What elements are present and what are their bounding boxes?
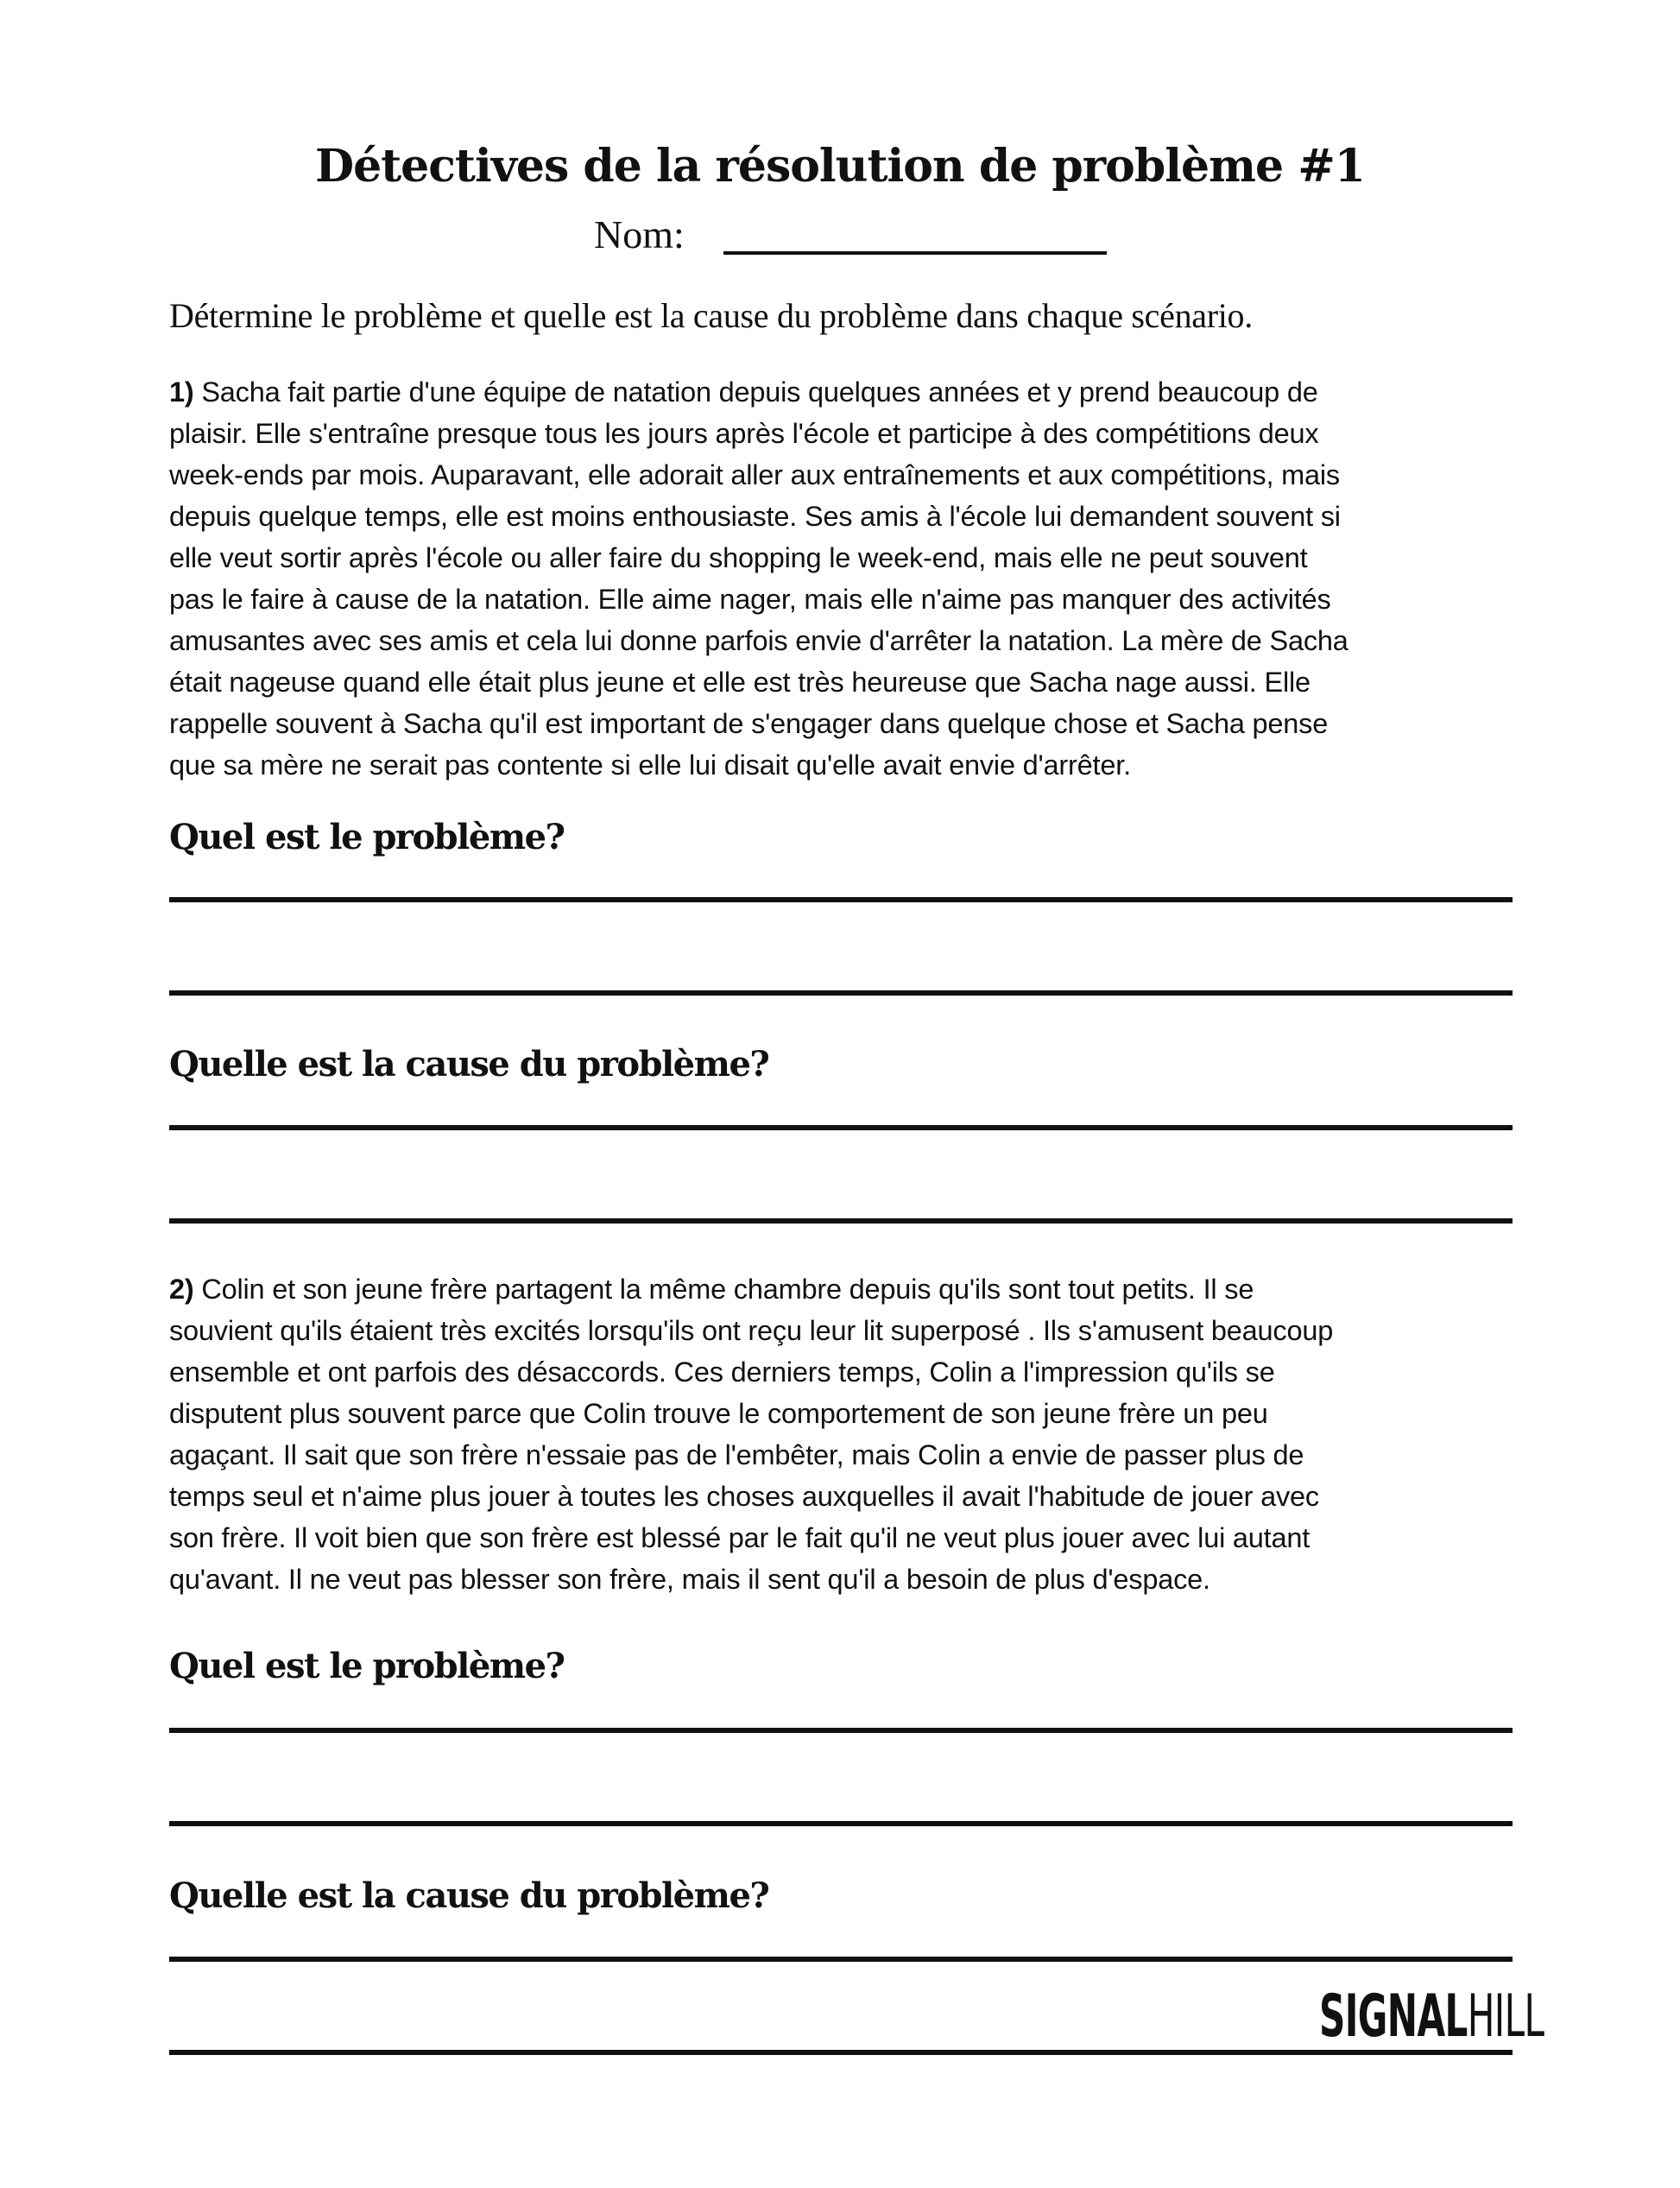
instruction-text: Détermine le problème et quelle est la cause du problème dans chaque scénario. [169,296,1253,335]
scenario-line: disputent plus souvent parce que Colin trouve le comportement de son jeune frère un peu [169,1398,1268,1429]
scenario-line: amusantes avec ses amis et cela lui donne parfois envie d'arrêter la natation. La mère de Sacha [169,625,1348,656]
scenario-line: rappelle souvent à Sacha qu'il est important de s'engager dans quelque chose et Sacha pense [169,708,1329,739]
answer-line-problem-1[interactable] [169,897,1513,902]
scenario-line: 1) Sacha fait partie d'une équipe de natation depuis quelques années et y prend beaucoup de [169,376,1318,408]
scenario-line: week-ends par mois. Auparavant, elle adorait aller aux entraînements et aux compétitions, mais [169,459,1340,490]
scenario-number: 2) [169,1274,194,1305]
scenario-line: pas le faire à cause de la natation. Elle aime nager, mais elle n'aime pas manquer des activités [169,584,1331,615]
scenario-line: plaisir. Elle s'entraîne presque tous les jours après l'école et participe à des compétitions deux [169,418,1319,449]
scenario-line: elle veut sortir après l'école ou aller faire du shopping le week-end, mais elle ne peut souvent [169,542,1308,573]
answer-line-cause-2[interactable] [169,1218,1513,1224]
scenario-line: agaçant. Il sait que son frère n'essaie pas de l'embêter, mais Colin a envie de passer plus de [169,1439,1304,1470]
question-cause-heading: Quelle est la cause du problème? [169,1875,769,1916]
scenario-1-text [169,371,1525,786]
scenario-line: qu'avant. Il ne veut pas blesser son frère, mais il sent qu'il a besoin de plus d'espace. [169,1564,1210,1595]
scenario-line: ensemble et ont parfois des désaccords. Ces derniers temps, Colin a l'impression qu'ils se [169,1356,1275,1388]
scenario-line: souvient qu'ils étaient très excités lorsqu'ils ont reçu leur lit superposé . Ils s'amusent beaucoup [169,1315,1334,1346]
name-label: Nom: [594,212,685,256]
worksheet-title: Détectives de la résolution de problème #1 [314,140,1365,193]
answer-line-cause-2[interactable] [169,2050,1513,2055]
signalhill-logo [1319,1982,1544,2052]
scenario-line: son frère. Il voit bien que son frère est blessé par le fait qu'il ne veut plus jouer avec lui autant [169,1522,1311,1553]
answer-line-cause-1[interactable] [169,1125,1513,1130]
question-problem-heading: Quel est le problème? [169,1646,565,1686]
answer-line-problem-2[interactable] [169,1821,1513,1826]
scenario-line: 2) Colin et son jeune frère partagent la même chambre depuis qu'ils sont tout petits. Il se [169,1274,1254,1305]
scenario-line: depuis quelque temps, elle est moins enthousiaste. Ses amis à l'école lui demandent souvent si [169,501,1341,532]
scenario-number: 1) [169,376,194,408]
scenario-line: que sa mère ne serait pas contente si elle lui disait qu'elle avait envie d'arrêter. [169,749,1131,781]
name-input-line[interactable] [723,251,1107,255]
logo-signal-text: SIGNAL [1319,1982,1468,2051]
scenario-line: était nageuse quand elle était plus jeune et elle est très heureuse que Sacha nage aussi. Elle [169,667,1311,698]
scenario-line: temps seul et n'aime plus jouer à toutes les choses auxquelles il avait l'habitude de jouer avec [169,1481,1319,1512]
answer-line-cause-1[interactable] [169,1957,1513,1962]
answer-line-problem-1[interactable] [169,1728,1513,1733]
question-cause-heading: Quelle est la cause du problème? [169,1044,769,1085]
name-field-group [594,207,685,259]
logo-hill-text: HILL [1467,1982,1544,2051]
scenario-2-text [169,1268,1525,1600]
question-problem-heading: Quel est le problème? [169,817,565,857]
answer-line-problem-2[interactable] [169,990,1513,996]
